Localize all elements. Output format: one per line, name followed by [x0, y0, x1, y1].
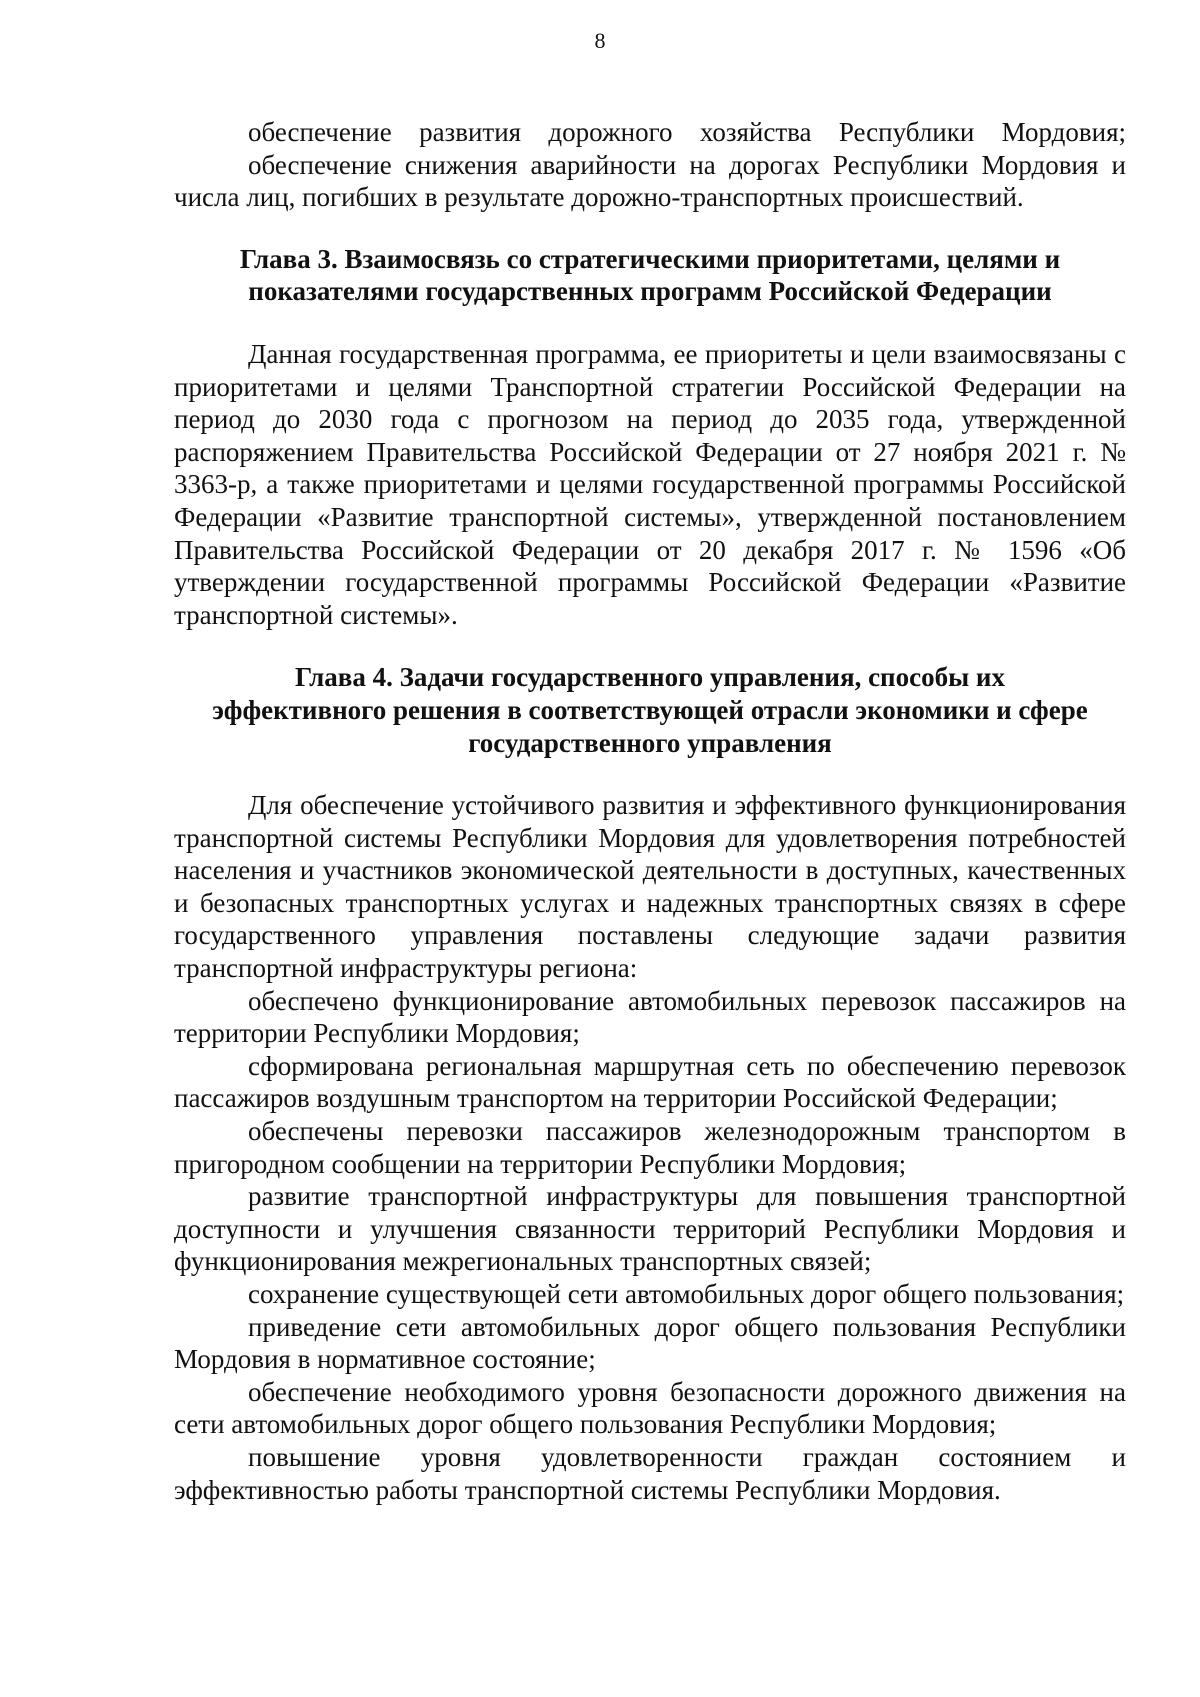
- chapter-4-heading-line: Глава 4. Задачи государственного управления, способы их: [295, 662, 1005, 693]
- chapter-3-heading-line: Глава 3. Взаимосвязь со стратегическими приоритетами, целями и: [239, 243, 1061, 274]
- chapter-3-heading: [174, 243, 1126, 308]
- task-item: обеспечение необходимого уровня безопасности дорожного движения на сети автомобильных дорог общего пользования Республики Мордовия;: [174, 1376, 1126, 1440]
- chapter-4-intro: Для обеспечение устойчивого развития и эффективного функционирования транспортной системы Республики Мордовия для удовлетворения потребностей населения и участников экономической деятельности в доступных, качественных и безопасных транспортных услугах и надежных транспортных связях в сфере государственного управления поставлены следующие задачи развития транспортной инфраструктуры региона:: [174, 790, 1126, 984]
- task-item: сформирована региональная маршрутная сеть по обеспечению перевозок пассажиров воздушным транспортом на территории Российской Федерации;: [174, 1050, 1126, 1114]
- chapter-4-heading-line: государственного управления: [468, 727, 832, 758]
- intro-item: обеспечение снижения аварийности на дорогах Республики Мордовия и числа лиц, погибших в результате дорожно-транспортных происшествий.: [174, 149, 1126, 213]
- chapter-4-heading-line: эффективного решения в соответствующей отрасли экономики и сфере: [212, 694, 1088, 725]
- task-item: обеспечены перевозки пассажиров железнодорожным транспортом в пригородном сообщении на территории Республики Мордовия;: [174, 1116, 1126, 1179]
- intro-item: обеспечение развития дорожного хозяйства Республики Мордовия;: [248, 117, 1126, 147]
- task-item: повышение уровня удовлетворенности граждан состоянием и эффективностью работы транспортной системы Республики Мордовия.: [174, 1441, 1126, 1505]
- task-item: обеспечено функционирование автомобильных перевозок пассажиров на территории Республики Мордовия;: [174, 985, 1126, 1049]
- task-item: развитие транспортной инфраструктуры для повышения транспортной доступности и улучшения связанности территорий Республики Мордовия и функционирования межрегиональных транспортных связей;: [174, 1181, 1126, 1277]
- chapter-4-heading: [174, 661, 1126, 759]
- page-number: 8: [594, 28, 606, 53]
- task-item: приведение сети автомобильных дорог общего пользования Республики Мордовия в нормативное состояние;: [174, 1311, 1126, 1375]
- chapter-3-heading-line: показателями государственных программ Российской Федерации: [248, 276, 1052, 307]
- page-content: [174, 116, 1126, 1506]
- chapter-3-paragraph: Данная государственная программа, ее приоритеты и цели взаимосвязаны с приоритетами и целями Транспортной стратегии Российской Федерации на период до 2030 года с прогнозом на период до 2035 года, утвержденной распоряжением Правительства Российской Федерации от 27 ноября 2021 г. № 3363-р, а также приоритетами и целями государственной программы Российской Федерации «Развитие транспортной системы», утвержденной постановлением Правительства Российской Федерации от 20 декабря 2017 г. № 1596 «Об утверждении государственной программы Российской Федерации «Развитие транспортной системы».: [174, 338, 1126, 630]
- task-item: сохранение существующей сети автомобильных дорог общего пользования;: [248, 1279, 1125, 1309]
